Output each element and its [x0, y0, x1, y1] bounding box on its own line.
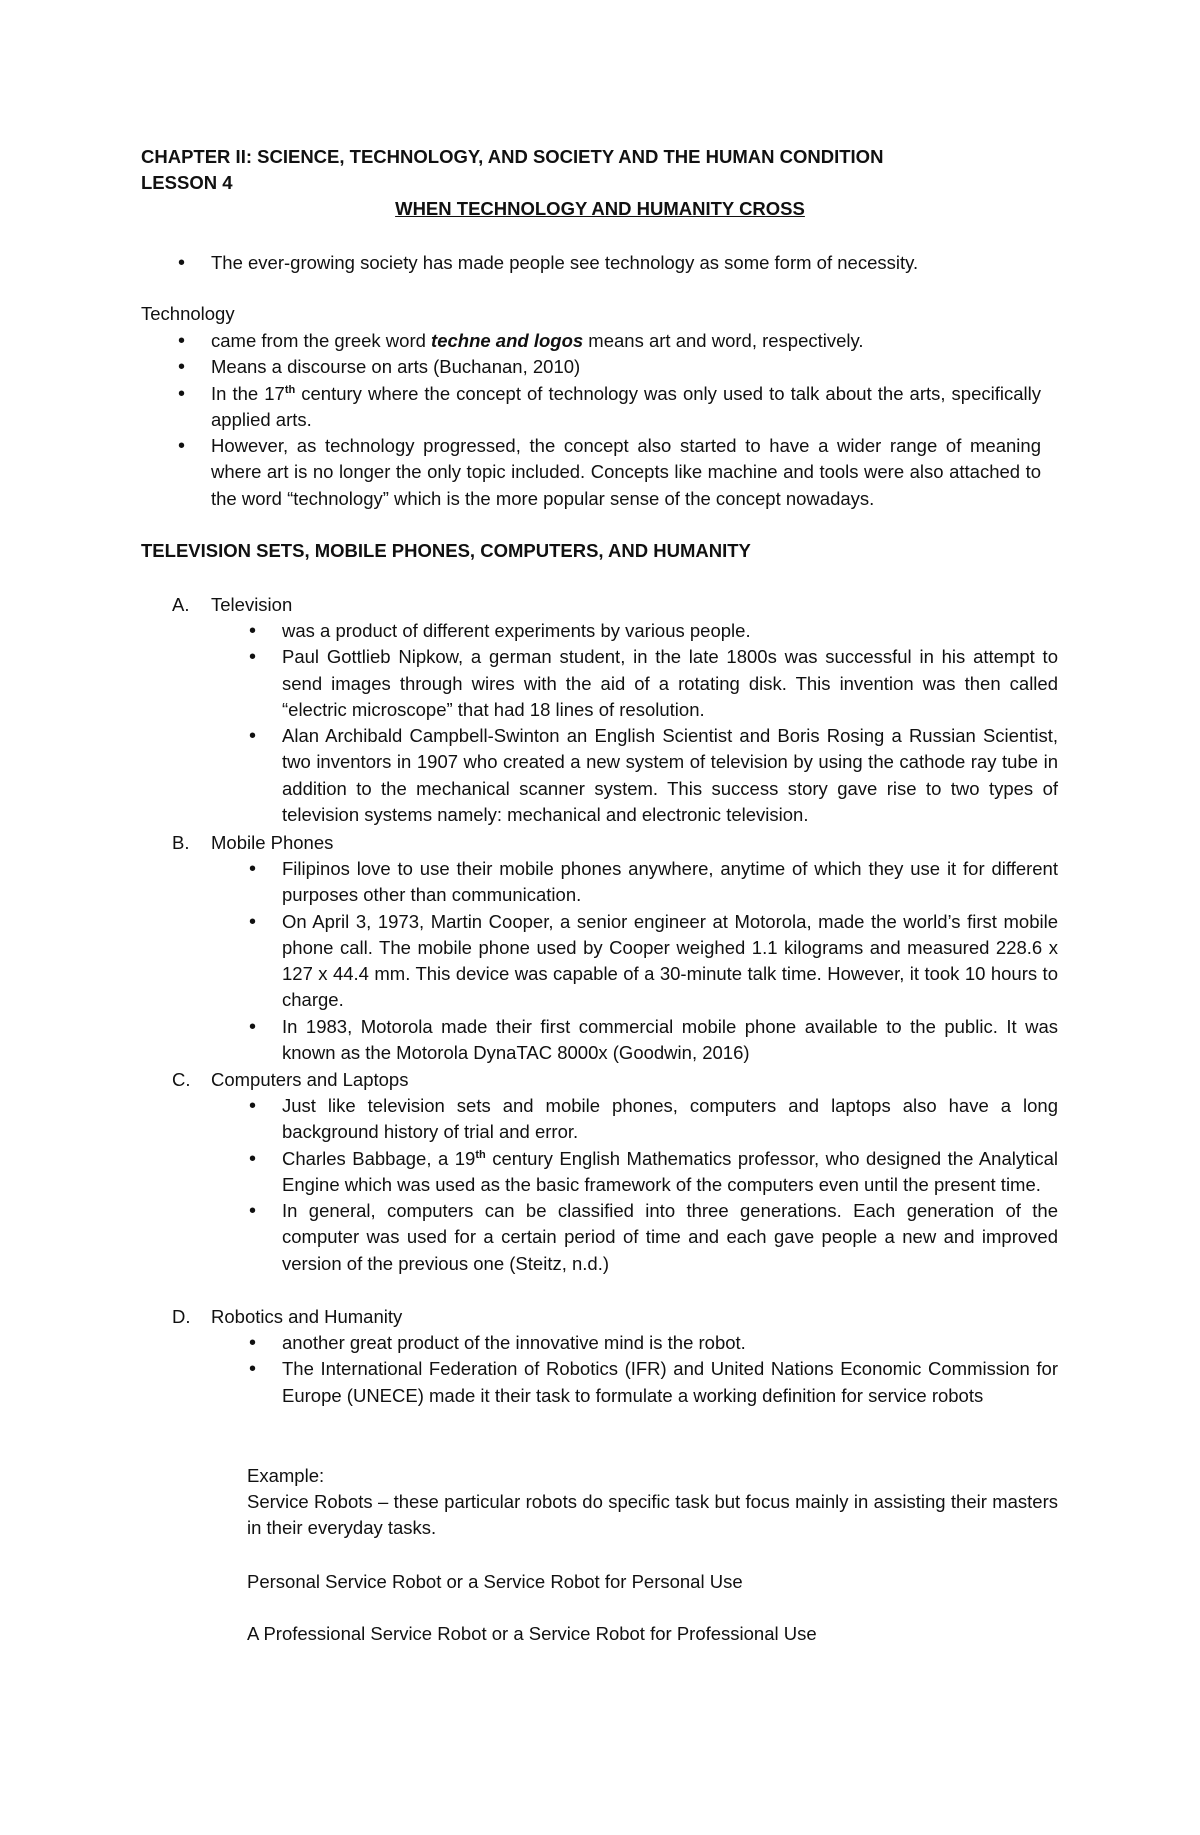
section-title: Television	[211, 594, 293, 615]
list-item: • came from the greek word techne and logos means art and word, respectively.	[211, 328, 1041, 354]
section-letter: C.	[172, 1069, 191, 1090]
section-title: Robotics and Humanity	[211, 1306, 403, 1327]
emphasis-term: techne and logos	[431, 330, 584, 351]
professional-service-robot: A Professional Service Robot or a Service Robot for Professional Use	[247, 1623, 817, 1644]
example-text: Service Robots – these particular robots do specific task but focus mainly in assisting their masters in their everyday tasks.	[247, 1491, 1058, 1538]
list-item: • Filipinos love to use their mobile phones anywhere, anytime of which they use it for different purposes other than communication.	[282, 856, 1058, 909]
list-item: • Means a discourse on arts (Buchanan, 2010)	[211, 354, 1041, 380]
list-item: • Charles Babbage, a 19th century English Mathematics professor, who designed the Analytical Engine which was used as the basic framework of the computers even until the present time.	[282, 1146, 1058, 1199]
lesson-label: LESSON 4	[141, 172, 233, 193]
section-title: Mobile Phones	[211, 832, 334, 853]
robotics-list	[282, 1330, 1058, 1409]
technology-list	[211, 328, 1041, 512]
section-heading: TELEVISION SETS, MOBILE PHONES, COMPUTERS, AND HUMANITY	[141, 540, 751, 561]
list-item: • was a product of different experiments by various people.	[282, 618, 1058, 644]
example-label: Example:	[247, 1465, 325, 1486]
mobile-phones-list	[282, 856, 1058, 1066]
intro-bullet: • The ever-growing society has made people see technology as some form of necessity.	[211, 250, 1041, 276]
section-letter: A.	[172, 594, 190, 615]
list-item: • Just like television sets and mobile phones, computers and laptops also have a long background history of trial and error.	[282, 1093, 1058, 1146]
chapter-heading: CHAPTER II: SCIENCE, TECHNOLOGY, AND SOCIETY AND THE HUMAN CONDITION	[141, 146, 884, 167]
list-item: • Alan Archibald Campbell-Swinton an English Scientist and Boris Rosing a Russian Scientist, two inventors in 1907 who created a new system of television by using the cathode ray tube in addition to the mechanical scanner system. This success story gave rise to two types of television systems namely: mechanical and electronic television.	[282, 723, 1058, 828]
computers-list	[282, 1093, 1058, 1277]
list-item: • another great product of the innovative mind is the robot.	[282, 1330, 1058, 1356]
list-item: • The International Federation of Robotics (IFR) and United Nations Economic Commission for Europe (UNECE) made it their task to formulate a working definition for service robots	[282, 1356, 1058, 1409]
technology-heading: Technology	[141, 303, 235, 324]
list-item: • In general, computers can be classified into three generations. Each generation of the computer was used for a certain period of time and each gave people a new and improved version of the previous one (Steitz, n.d.)	[282, 1198, 1058, 1277]
list-item: • However, as technology progressed, the concept also started to have a wider range of meaning where art is no longer the only topic included. Concepts like machine and tools were also attached to the word “technology” which is the more popular sense of the concept nowadays.	[211, 433, 1041, 512]
television-list	[282, 618, 1058, 828]
list-item: • In 1983, Motorola made their first commercial mobile phone available to the public. It was known as the Motorola DynaTAC 8000x (Goodwin, 2016)	[282, 1014, 1058, 1067]
lesson-title: WHEN TECHNOLOGY AND HUMANITY CROSS	[395, 198, 805, 219]
list-item: • On April 3, 1973, Martin Cooper, a senior engineer at Motorola, made the world’s first mobile phone call. The mobile phone used by Cooper weighed 1.1 kilograms and measured 228.6 x 127 x 44.4 mm. This device was capable of a 30-minute talk time. However, it took 10 hours to charge.	[282, 909, 1058, 1014]
list-item: • Paul Gottlieb Nipkow, a german student, in the late 1800s was successful in his attempt to send images through wires with the aid of a rotating disk. This invention was then called “electric microscope” that had 18 lines of resolution.	[282, 644, 1058, 723]
section-letter: B.	[172, 832, 190, 853]
list-item: • In the 17th century where the concept of technology was only used to talk about the arts, specifically applied arts.	[211, 381, 1041, 434]
section-title: Computers and Laptops	[211, 1069, 409, 1090]
section-letter: D.	[172, 1306, 191, 1327]
intro-list	[211, 250, 1041, 276]
personal-service-robot: Personal Service Robot or a Service Robot for Personal Use	[247, 1571, 743, 1592]
